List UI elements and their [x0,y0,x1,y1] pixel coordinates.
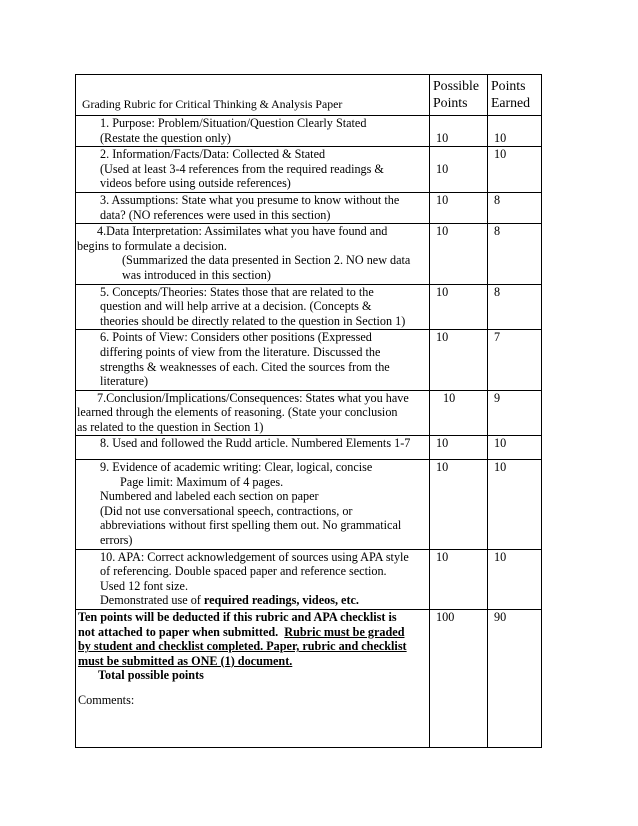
possible-value: 10 [436,192,449,207]
possible-value: 10 [436,284,449,299]
earned-value: 10 [494,130,507,145]
header-row [76,75,542,116]
criterion-line: Used 12 font size. [100,578,189,593]
criterion-line: abbreviations without first spelling them out. No grammatical [100,518,402,533]
earned-header-line1: Points [491,78,526,93]
possible-cell [430,549,488,609]
criterion-text: Demonstrated use of [100,593,201,608]
earned-cell [488,116,542,147]
criterion-cell [76,330,430,390]
criterion-cell [76,436,430,460]
possible-cell [430,116,488,147]
possible-cell [430,610,488,748]
table-row [76,116,542,147]
possible-value: 10 [436,330,449,345]
earned-cell [488,284,542,330]
earned-value: 8 [494,224,501,239]
rubric-title: Grading Rubric for Critical Thinking & Analysis Paper [76,75,430,116]
criterion-line: 9. Evidence of academic writing: Clear, logical, concise [100,460,373,475]
deduction-text: not attached to paper when submitted. [78,624,279,639]
deduction-underlined: Rubric must be graded [284,624,405,639]
earned-value: 7 [494,330,501,345]
earned-value: 8 [494,284,501,299]
criterion-cell [76,147,430,193]
criterion-cell [76,116,430,147]
possible-cell [430,390,488,436]
possible-cell [430,192,488,223]
earned-header-line2: Earned [491,95,531,110]
criterion-line: 7.Conclusion/Implications/Consequences: States what you have [97,390,409,405]
table-row [76,224,542,284]
earned-cell [488,147,542,193]
criterion-line: of referencing. Double spaced paper and reference section. [100,564,387,579]
criterion-line: 3. Assumptions: State what you presume to know without the [100,192,400,207]
deduction-line: Ten points will be deducted if this rubric and APA checklist is [78,610,397,624]
earned-value: 8 [494,192,501,207]
table-row [76,390,542,436]
possible-cell [430,147,488,193]
criterion-line: errors) [100,533,133,548]
possible-value: 10 [436,224,449,239]
criterion-line: theories should be directly related to the question in Section 1) [100,313,406,328]
criterion-line: Page limit: Maximum of 4 pages. [120,474,284,489]
criterion-line: (Summarized the data presented in Section 2. NO new data [122,253,411,268]
possible-value: 10 [443,390,456,405]
earned-cell [488,436,542,460]
criterion-line: 8. Used and followed the Rudd article. Numbered Elements 1-7 [100,436,411,451]
possible-total: 100 [436,610,455,624]
criterion-line: 1. Purpose: Problem/Situation/Question Clearly Stated [100,116,367,130]
criterion-line: question and will help arrive at a decision. (Concepts & [100,299,372,314]
possible-cell [430,436,488,460]
required-readings-bold: required readings, videos, etc. [203,593,359,608]
table-row [76,284,542,330]
criterion-line: Numbered and labeled each section on paper [100,489,319,504]
criterion-cell [76,284,430,330]
total-possible-label: Total possible points [98,668,204,683]
criterion-cell [76,192,430,223]
table-row [76,460,542,550]
earned-cell [488,192,542,223]
earned-total: 90 [494,610,507,624]
earned-value: 9 [494,390,501,405]
criterion-line: (Restate the question only) [100,130,231,145]
criterion-line: (Used at least 3-4 references from the required readings & [100,161,384,176]
possible-cell [430,460,488,550]
criterion-line: was introduced in this section) [122,267,271,282]
criterion-cell [76,224,430,284]
criterion-line: differing points of view from the literature. Discussed the [100,344,381,359]
possible-value: 10 [436,549,449,564]
table-row [76,436,542,460]
criterion-line: literature) [100,374,149,389]
grading-rubric-table [75,74,542,748]
possible-value: 10 [436,161,449,176]
criterion-line: 10. APA: Correct acknowledgement of sources using APA style [100,549,409,564]
criterion-line: strengths & weaknesses of each. Cited the sources from the [100,359,390,374]
criterion-line: 2. Information/Facts/Data: Collected & Stated [100,147,326,162]
earned-value: 10 [494,147,507,162]
criterion-line: begins to formulate a decision. [77,238,227,253]
earned-cell [488,224,542,284]
points-earned-header [488,75,542,116]
possible-header-line2: Points [433,95,468,110]
criterion-line: (Did not use conversational speech, contractions, or [100,503,353,518]
possible-value: 10 [436,436,449,451]
earned-cell [488,549,542,609]
possible-value: 10 [436,130,449,145]
criterion-line: as related to the question in Section 1) [77,419,264,434]
deduction-line: by student and checklist completed. Paper, rubric and checklist [78,639,407,654]
earned-value: 10 [494,436,507,451]
criterion-line: 5. Concepts/Theories: States those that are related to the [100,284,374,299]
criterion-line: 6. Points of View: Considers other positions (Expressed [100,330,372,345]
table-row [76,147,542,193]
earned-value: 10 [494,549,507,564]
total-row [76,610,542,748]
deduction-line: must be submitted as ONE (1) document. [78,653,293,668]
criterion-cell [76,390,430,436]
table-row [76,330,542,390]
criterion-line [100,593,429,608]
possible-cell [430,224,488,284]
criterion-line: learned through the elements of reasoning. (State your conclusion [77,405,398,420]
possible-cell [430,330,488,390]
possible-points-header [430,75,488,116]
criterion-line: videos before using outside references) [100,176,291,191]
earned-cell [488,460,542,550]
total-cell [76,610,430,748]
criterion-line: data? (NO references were used in this section) [100,207,331,222]
possible-header-line1: Possible [433,78,479,93]
criterion-cell [76,549,430,609]
earned-cell [488,330,542,390]
criterion-line: 4.Data Interpretation: Assimilates what you have found and [97,224,388,239]
possible-value: 10 [436,460,449,475]
earned-cell [488,390,542,436]
table-row [76,549,542,609]
earned-value: 10 [494,460,507,475]
deduction-line [78,625,429,640]
table-row [76,192,542,223]
possible-cell [430,284,488,330]
earned-cell [488,610,542,748]
comments-label: Comments: [78,692,135,707]
criterion-cell [76,460,430,550]
